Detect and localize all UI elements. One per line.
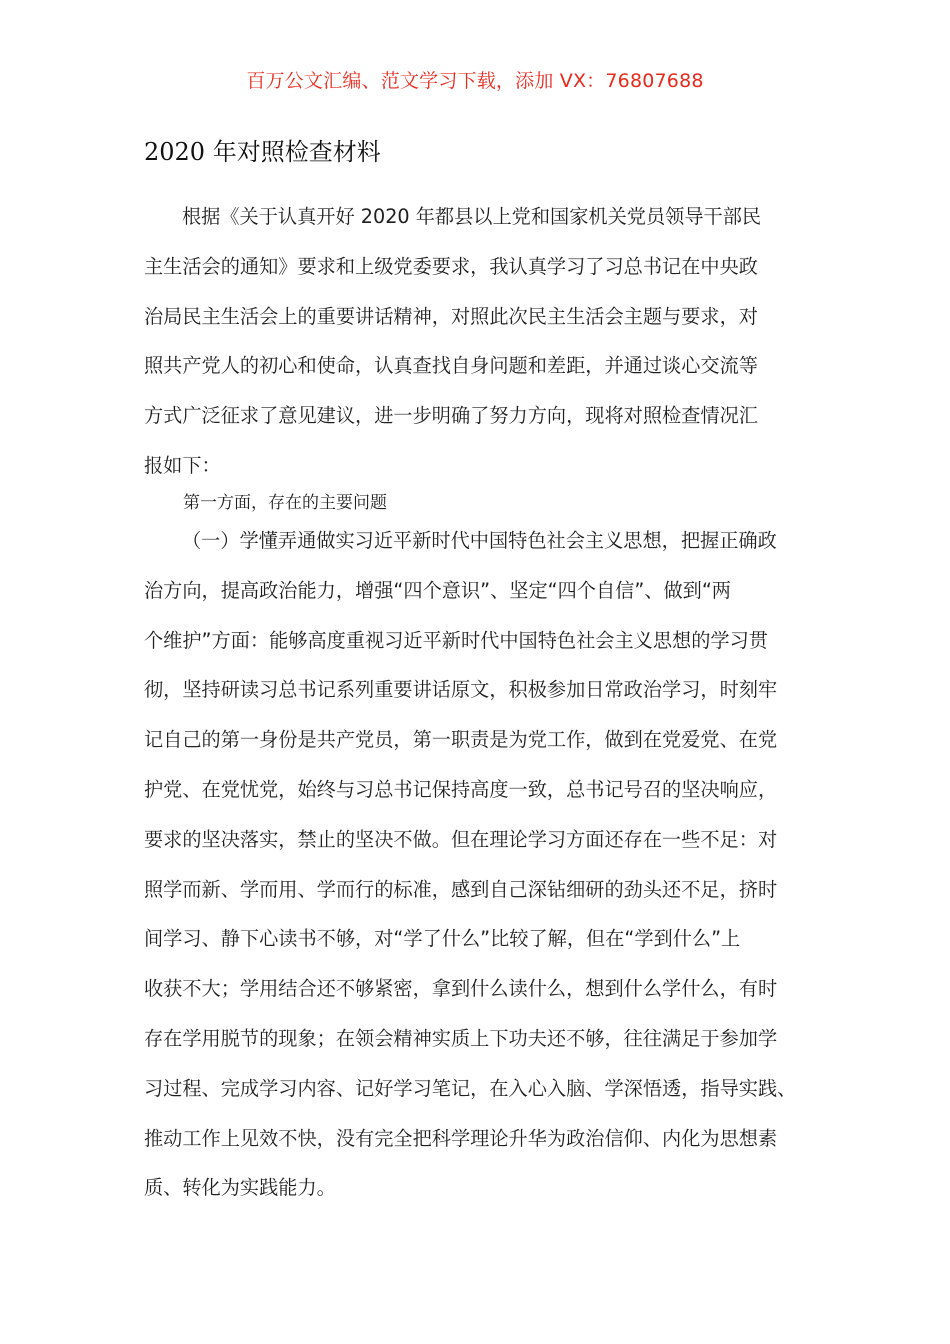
paragraph-line: 方式广泛征求了意见建议，进一步明确了努力方向，现将对照检查情况汇 — [144, 404, 758, 428]
paragraph-line: 间学习、静下心读书不够，对“学了什么”比较了解，但在“学到什么”上 — [144, 927, 741, 951]
paragraph-line: 照共产党人的初心和使命，认真查找自身问题和差距，并通过谈心交流等 — [144, 354, 758, 378]
paragraph-line: 收获不大；学用结合还不够紧密，拿到什么读什么，想到什么学什么，有时 — [144, 977, 778, 1001]
paragraph-line: 习过程、完成学习内容、记好学习笔记，在入心入脑、学深悟透，指导实践、 — [144, 1076, 797, 1100]
paragraph-line: 个维护”方面：能够高度重视习近平新时代中国特色社会主义思想的学习贯 — [144, 628, 768, 652]
paragraph-line: 治方向，提高政治能力，增强“四个意识”、坚定“四个自信”、做到“两 — [144, 578, 731, 602]
paragraph-line: 照学而新、学而用、学而行的标准，感到自己深钻细研的劲头还不足，挤时 — [144, 877, 778, 901]
paragraph-line: 主生活会的通知》要求和上级党委要求，我认真学习了习总书记在中央政 — [144, 254, 758, 278]
paragraph-line: 彻，坚持研读习总书记系列重要讲话原文，积极参加日常政治学习，时刻牢 — [144, 678, 778, 702]
paragraph-line: 存在学用脱节的现象；在领会精神实质上下功夫还不够，往往满足于参加学 — [144, 1026, 778, 1050]
paragraph-line: 推动工作上见效不快，没有完全把科学理论升华为政治信仰、内化为思想素 — [144, 1126, 778, 1150]
intro-paragraph — [144, 201, 812, 500]
paragraph-line: 要求的坚决落实，禁止的坚决不做。但在理论学习方面还存在一些不足：对 — [144, 827, 778, 851]
paragraph-line: 报如下： — [144, 453, 221, 477]
section-one-paragraph — [144, 525, 812, 1222]
paragraph-line: 治局民主生活会上的重要讲话精神，对照此次民主生活会主题与要求，对 — [144, 304, 758, 328]
paragraph-line: 护党、在党忧党，始终与习总书记保持高度一致，总书记号召的坚决响应， — [144, 777, 778, 801]
document-title: 2020 年对照检查材料 — [144, 138, 381, 166]
paragraph-line: 质、转化为实践能力。 — [144, 1176, 336, 1200]
section-heading: 第一方面，存在的主要问题 — [183, 493, 387, 513]
paragraph-line: （一）学懂弄通做实习近平新时代中国特色社会主义思想，把握正确政 — [182, 529, 777, 552]
paragraph-line: 记自己的第一身份是共产党员，第一职责是为党工作，做到在党爱党、在党 — [144, 728, 778, 752]
header-banner: 百万公文汇编、范文学习下载，添加 VX：76807688 — [246, 70, 704, 92]
paragraph-line: 根据《关于认真开好 2020 年都县以上党和国家机关党员领导干部民 — [182, 205, 762, 228]
